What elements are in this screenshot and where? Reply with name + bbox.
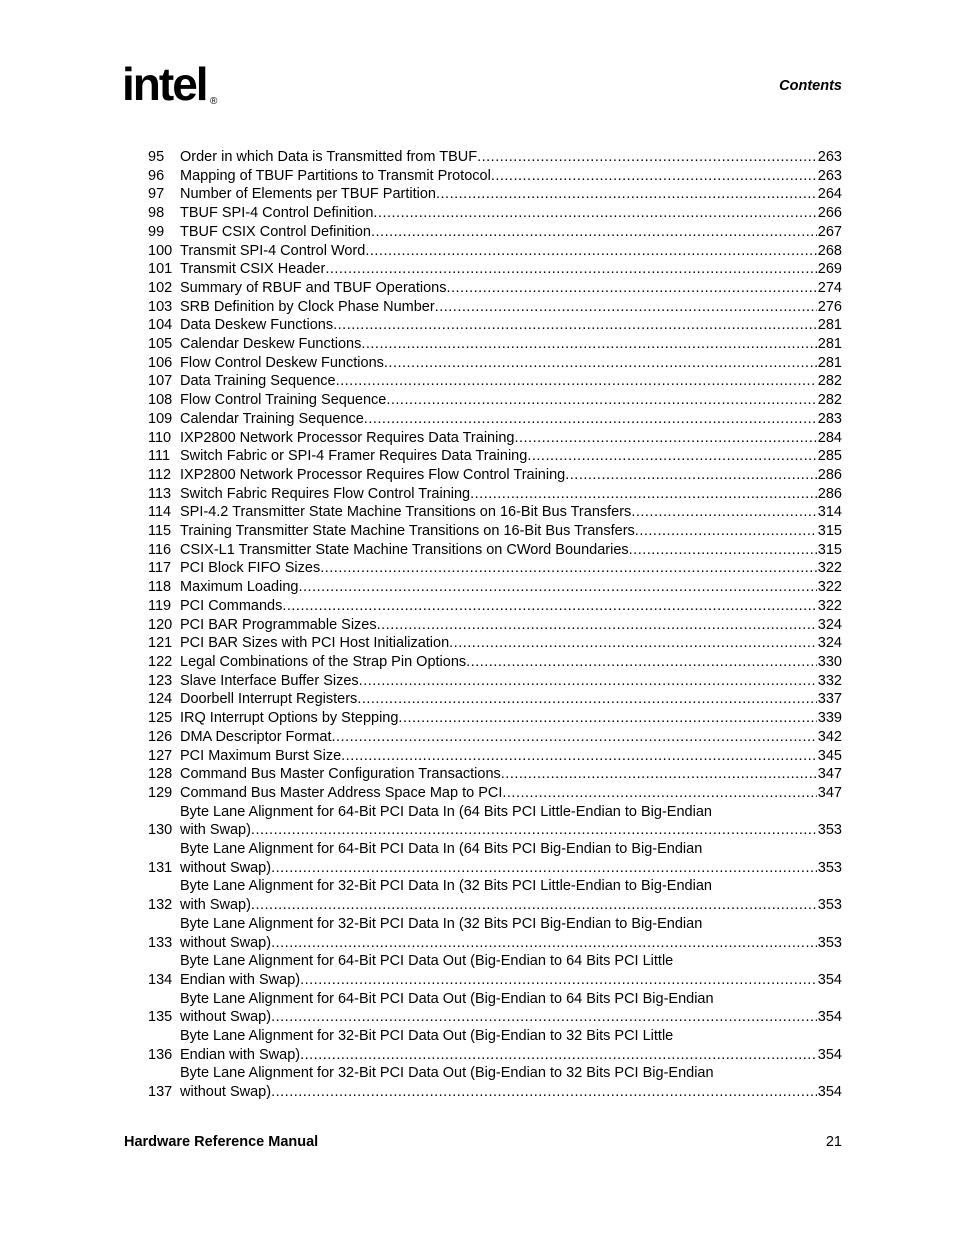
toc-entry-title: Switch Fabric Requires Flow Control Training: [180, 485, 471, 502]
toc-entry-number: 98: [148, 205, 165, 222]
toc-entry-title: PCI BAR Programmable Sizes: [180, 616, 377, 633]
toc-entry-page: 330: [817, 653, 842, 670]
toc-entry[interactable]: [148, 1064, 842, 1101]
toc-entry-number: 108: [148, 392, 173, 409]
toc-entry-title: Byte Lane Alignment for 32-Bit PCI Data Out (Big-Endian to 32 Bits PCI Big-Endian: [180, 1065, 714, 1082]
toc-entry-title: Summary of RBUF and TBUF Operations: [180, 279, 447, 296]
toc-leader-dots: [364, 410, 817, 429]
toc-entry[interactable]: [148, 877, 842, 914]
toc-entry[interactable]: [148, 242, 842, 261]
toc-entry-number: 121: [148, 635, 173, 652]
toc-entry-number: 105: [148, 336, 173, 353]
toc-leader-dots: [514, 429, 816, 448]
toc-entry-page: 315: [817, 523, 842, 540]
toc-entry-title: Flow Control Training Sequence: [180, 392, 387, 409]
toc-entry[interactable]: [148, 447, 842, 466]
toc-entry-number: 128: [148, 766, 173, 783]
toc-entry[interactable]: [148, 316, 842, 335]
toc-entry-number: 113: [148, 485, 172, 502]
toc-entry[interactable]: [148, 728, 842, 747]
toc-entry[interactable]: [148, 709, 842, 728]
toc-entry-page: 347: [817, 784, 842, 801]
toc-entry-page: 281: [817, 317, 842, 334]
toc-leader-dots: [251, 896, 817, 915]
toc-entry-number: 104: [148, 317, 173, 334]
toc-leader-dots: [527, 447, 816, 466]
toc-entry-title: Calendar Training Sequence: [180, 410, 364, 427]
toc-entry-page: 353: [817, 897, 842, 914]
toc-entry-title: without Swap): [180, 1009, 272, 1026]
toc-entry-number: 112: [148, 466, 172, 483]
toc-entry-page: 353: [817, 822, 842, 839]
toc-entry-number: 131: [148, 859, 173, 876]
toc-entry-page: 324: [817, 616, 842, 633]
toc-entry-page: 268: [817, 242, 842, 259]
toc-entry-number: 118: [148, 579, 172, 596]
toc-entry[interactable]: [148, 522, 842, 541]
toc-entry[interactable]: [148, 952, 842, 989]
toc-entry-number: 120: [148, 616, 173, 633]
toc-leader-dots: [298, 578, 816, 597]
toc-entry-number: 133: [148, 934, 173, 951]
toc-entry-page: 337: [817, 691, 842, 708]
toc-entry-number: 102: [148, 279, 173, 296]
toc-entry-number: 114: [148, 504, 172, 521]
toc-leader-dots: [300, 971, 817, 990]
toc-entry[interactable]: [148, 840, 842, 877]
toc-entry[interactable]: [148, 616, 842, 635]
toc-leader-dots: [386, 391, 816, 410]
toc-leader-dots: [333, 316, 817, 335]
toc-leader-dots: [477, 148, 817, 167]
toc-leader-dots: [357, 690, 816, 709]
footer-page-number: 21: [825, 1134, 842, 1150]
toc-entry-title: IXP2800 Network Processor Requires Data Training: [180, 429, 515, 446]
toc-entry-title: Byte Lane Alignment for 32-Bit PCI Data In (32 Bits PCI Little-Endian to Big-Endian: [180, 878, 712, 895]
toc-leader-dots: [565, 466, 817, 485]
toc-entry[interactable]: [148, 1027, 842, 1064]
toc-leader-dots: [398, 709, 816, 728]
toc-entry-title: without Swap): [180, 934, 272, 951]
toc-entry-title: Data Training Sequence: [180, 373, 336, 390]
toc-entry-title: without Swap): [180, 1084, 272, 1101]
toc-leader-dots: [359, 672, 817, 691]
toc-leader-dots: [466, 653, 817, 672]
toc-entry[interactable]: [148, 410, 842, 429]
toc-entry-title: SRB Definition by Clock Phase Number: [180, 298, 435, 315]
toc-entry-page: 354: [817, 1009, 842, 1026]
toc-entry-page: 353: [817, 934, 842, 951]
toc-entry[interactable]: [148, 503, 842, 522]
toc-entry-number: 122: [148, 653, 173, 670]
toc-entry-title: Maximum Loading: [180, 579, 299, 596]
toc-entry-page: 263: [817, 167, 842, 184]
toc-entry-title: IXP2800 Network Processor Requires Flow Control Training: [180, 466, 566, 483]
toc-entry-number: 99: [148, 223, 165, 240]
toc-entry-title: Data Deskew Functions: [180, 317, 334, 334]
toc-entry-title: Byte Lane Alignment for 64-Bit PCI Data Out (Big-Endian to 64 Bits PCI Little: [180, 953, 674, 970]
toc-entry-number: 134: [148, 971, 173, 988]
toc-entry-number: 116: [148, 541, 172, 558]
toc-entry[interactable]: [148, 260, 842, 279]
toc-entry-number: 119: [148, 597, 172, 614]
toc-leader-dots: [470, 485, 817, 504]
toc-entry-page: 322: [817, 579, 842, 596]
toc-entry[interactable]: [148, 990, 842, 1027]
toc-entry[interactable]: [148, 690, 842, 709]
toc-entry-title: DMA Descriptor Format: [180, 728, 332, 745]
toc-leader-dots: [491, 167, 817, 186]
toc-entry-title: PCI Maximum Burst Size: [180, 747, 342, 764]
toc-entry-title: PCI Block FIFO Sizes: [180, 560, 321, 577]
toc-entry-number: 107: [148, 373, 173, 390]
toc-leader-dots: [282, 597, 816, 616]
toc-entry-title: Legal Combinations of the Strap Pin Options: [180, 653, 467, 670]
toc-leader-dots: [502, 784, 816, 803]
toc-leader-dots: [373, 204, 816, 223]
toc-leader-dots: [271, 859, 817, 878]
toc-entry-number: 125: [148, 710, 173, 727]
toc-entry-page: 354: [817, 971, 842, 988]
toc-entry[interactable]: [148, 466, 842, 485]
toc-entry[interactable]: [148, 597, 842, 616]
toc-entry-number: 115: [148, 523, 172, 540]
toc-entry[interactable]: [148, 915, 842, 952]
toc-entry-page: 345: [817, 747, 842, 764]
toc-entry-title: TBUF SPI-4 Control Definition: [180, 205, 374, 222]
toc-entry-page: 281: [817, 336, 842, 353]
toc-entry[interactable]: [148, 559, 842, 578]
toc-entry-page: 339: [817, 710, 842, 727]
toc-entry-page: 354: [817, 1046, 842, 1063]
toc-entry-page: 282: [817, 392, 842, 409]
toc-leader-dots: [635, 522, 817, 541]
toc-entry-number: 109: [148, 410, 173, 427]
toc-entry-page: 276: [817, 298, 842, 315]
toc-entry-title: Doorbell Interrupt Registers: [180, 691, 358, 708]
toc-entry-title: SPI-4.2 Transmitter State Machine Transitions on 16-Bit Bus Transfers: [180, 504, 632, 521]
toc-entry-number: 96: [148, 167, 165, 184]
toc-entry-number: 101: [148, 261, 173, 278]
toc-leader-dots: [377, 616, 817, 635]
toc-entry-page: 354: [817, 1084, 842, 1101]
toc-entry-number: 129: [148, 784, 173, 801]
toc-entry[interactable]: [148, 204, 842, 223]
toc-entry-title: Order in which Data is Transmitted from TBUF: [180, 149, 478, 165]
toc-entry-page: 267: [817, 223, 842, 240]
toc-entry-title: Training Transmitter State Machine Transitions on 16-Bit Bus Transfers: [180, 523, 635, 540]
toc-entry-page: 324: [817, 635, 842, 652]
toc-entry-page: 274: [817, 279, 842, 296]
toc-leader-dots: [300, 1046, 817, 1065]
toc-leader-dots: [446, 279, 816, 298]
toc-entry-page: 322: [817, 560, 842, 577]
toc-leader-dots: [336, 372, 817, 391]
toc-entry-title: with Swap): [180, 897, 251, 914]
toc-entry-number: 137: [148, 1084, 173, 1101]
toc-leader-dots: [449, 634, 817, 653]
toc-entry[interactable]: [148, 335, 842, 354]
toc-entry-title: PCI BAR Sizes with PCI Host Initialization: [180, 635, 450, 652]
toc-entry-number: 117: [148, 560, 172, 577]
toc-entry[interactable]: [148, 578, 842, 597]
toc-leader-dots: [251, 821, 817, 840]
toc-entry-page: 332: [817, 672, 842, 689]
toc-entry-title: Flow Control Deskew Functions: [180, 354, 384, 371]
toc-entry-title: Byte Lane Alignment for 32-Bit PCI Data Out (Big-Endian to 32 Bits PCI Little: [180, 1028, 674, 1045]
toc-entry-page: 286: [817, 466, 842, 483]
toc-entry-number: 123: [148, 672, 173, 689]
toc-list: [148, 148, 842, 1102]
toc-entry-number: 110: [148, 429, 172, 446]
toc-entry-title: TBUF CSIX Control Definition: [180, 223, 371, 240]
toc-entry-page: 315: [817, 541, 842, 558]
toc-entry-title: Command Bus Master Address Space Map to PCI: [180, 784, 503, 801]
toc-entry-number: 111: [148, 448, 171, 465]
toc-entry[interactable]: [148, 354, 842, 373]
intel-logo: [122, 60, 222, 118]
toc-leader-dots: [271, 1008, 817, 1027]
toc-entry[interactable]: [148, 372, 842, 391]
toc-entry[interactable]: [148, 429, 842, 448]
toc-entry-number: 106: [148, 354, 173, 371]
toc-entry-page: 286: [817, 485, 842, 502]
toc-entry-number: 132: [148, 897, 173, 914]
toc-leader-dots: [325, 260, 816, 279]
toc-leader-dots: [271, 1083, 817, 1102]
toc-entry-page: 347: [817, 766, 842, 783]
toc-entry-page: 281: [817, 354, 842, 371]
toc-entry-page: 264: [817, 186, 842, 203]
toc-entry-page: 353: [817, 859, 842, 876]
toc-entry-title: Command Bus Master Configuration Transactions: [180, 766, 501, 783]
toc-entry-title: Calendar Deskew Functions: [180, 336, 362, 353]
toc-entry-page: 263: [817, 149, 842, 165]
toc-entry-title: without Swap): [180, 859, 272, 876]
toc-entry-page: 284: [817, 429, 842, 446]
toc-leader-dots: [629, 541, 817, 560]
toc-entry-page: 266: [817, 205, 842, 222]
toc-entry-title: PCI Commands: [180, 597, 283, 614]
toc-entry[interactable]: [148, 167, 842, 186]
logo-text: intel: [122, 60, 207, 110]
toc-entry[interactable]: [148, 223, 842, 242]
toc-entry-number: 135: [148, 1009, 173, 1026]
toc-leader-dots: [271, 934, 817, 953]
toc-entry-number: 127: [148, 747, 173, 764]
toc-entry-title: Byte Lane Alignment for 64-Bit PCI Data In (64 Bits PCI Big-Endian to Big-Endian: [180, 841, 703, 858]
toc-leader-dots: [331, 728, 816, 747]
toc-entry[interactable]: [148, 148, 842, 167]
toc-entry[interactable]: [148, 784, 842, 803]
toc-entry-title: IRQ Interrupt Options by Stepping: [180, 710, 399, 727]
toc-entry[interactable]: [148, 279, 842, 298]
toc-leader-dots: [435, 298, 817, 317]
toc-entry-title: Byte Lane Alignment for 32-Bit PCI Data In (32 Bits PCI Big-Endian to Big-Endian: [180, 915, 703, 932]
registered-mark: ®: [210, 96, 218, 107]
toc-entry[interactable]: [148, 185, 842, 204]
toc-entry-number: 126: [148, 728, 173, 745]
toc-entry-page: 285: [817, 448, 842, 465]
toc-entry[interactable]: [148, 803, 842, 840]
toc-entry-page: 269: [817, 261, 842, 278]
toc-leader-dots: [501, 765, 817, 784]
toc-entry[interactable]: [148, 485, 842, 504]
section-label: Contents: [779, 78, 842, 94]
toc-leader-dots: [436, 185, 817, 204]
toc-entry[interactable]: [148, 391, 842, 410]
toc-entry-title: Byte Lane Alignment for 64-Bit PCI Data In (64 Bits PCI Little-Endian to Big-Endian: [180, 803, 712, 820]
toc-entry-title: Endian with Swap): [180, 971, 301, 988]
toc-entry[interactable]: [148, 653, 842, 672]
toc-entry-title: Transmit SPI-4 Control Word: [180, 242, 366, 259]
toc-entry[interactable]: [148, 541, 842, 560]
toc-entry[interactable]: [148, 765, 842, 784]
toc-entry-title: CSIX-L1 Transmitter State Machine Transitions on CWord Boundaries: [180, 541, 629, 558]
toc-entry[interactable]: [148, 298, 842, 317]
toc-entry-title: with Swap): [180, 822, 251, 839]
toc-entry-number: 103: [148, 298, 173, 315]
toc-leader-dots: [371, 223, 817, 242]
toc-entry-number: 136: [148, 1046, 173, 1063]
toc-entry-title: Transmit CSIX Header: [180, 261, 326, 278]
toc-entry-page: 322: [817, 597, 842, 614]
toc-entry[interactable]: [148, 634, 842, 653]
toc-entry-number: 97: [148, 186, 165, 203]
toc-leader-dots: [631, 503, 816, 522]
toc-entry-page: 342: [817, 728, 842, 745]
toc-entry-number: 100: [148, 242, 173, 259]
footer-title: Hardware Reference Manual: [124, 1134, 319, 1150]
toc-entry-title: Number of Elements per TBUF Partition: [180, 186, 436, 203]
toc-entry-title: Endian with Swap): [180, 1046, 301, 1063]
toc-entry-page: 314: [817, 504, 842, 521]
toc-entry[interactable]: [148, 672, 842, 691]
toc-entry-number: 124: [148, 691, 173, 708]
toc-entry-title: Mapping of TBUF Partitions to Transmit Protocol: [180, 167, 491, 184]
toc-leader-dots: [361, 335, 816, 354]
toc-leader-dots: [365, 242, 816, 261]
toc-leader-dots: [384, 354, 817, 373]
toc-leader-dots: [341, 747, 817, 766]
toc-entry-page: 282: [817, 373, 842, 390]
toc-entry-number: 130: [148, 822, 173, 839]
toc-leader-dots: [320, 559, 817, 578]
toc-entry-title: Switch Fabric or SPI-4 Framer Requires Data Training: [180, 448, 528, 465]
toc-entry-number: 95: [148, 149, 165, 165]
toc-entry-title: Slave Interface Buffer Sizes: [180, 672, 359, 689]
toc-entry-title: Byte Lane Alignment for 64-Bit PCI Data Out (Big-Endian to 64 Bits PCI Big-Endian: [180, 990, 714, 1007]
toc-entry[interactable]: [148, 747, 842, 766]
toc-entry-page: 283: [817, 410, 842, 427]
